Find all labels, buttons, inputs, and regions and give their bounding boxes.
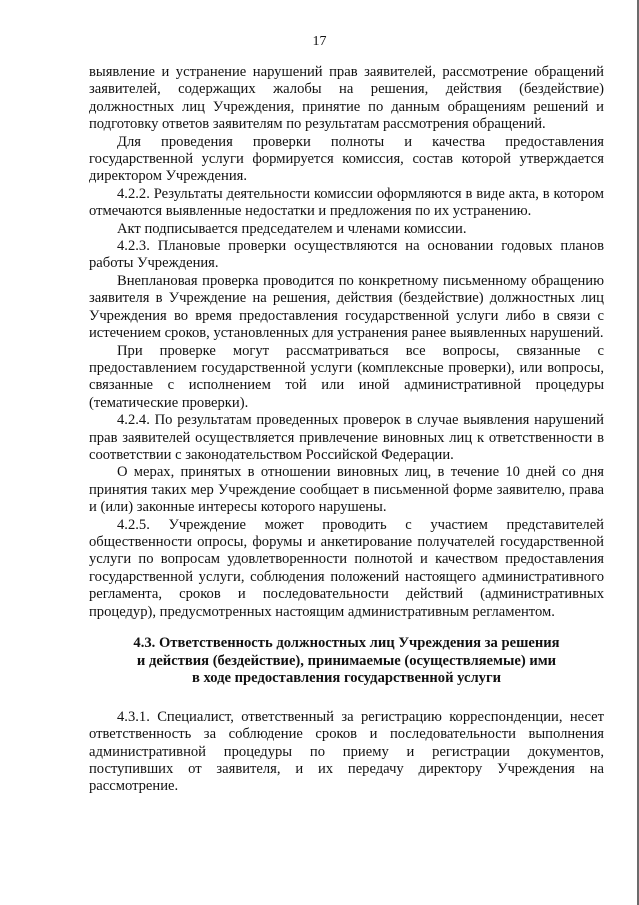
paragraph-unscheduled-check: Внеплановая проверка проводится по конкретному письменному обращению заявителя в Учреждение на решения, действия (бездействие) должностных лиц Учреждения во время предоставления государственной услуги либо в связи с истечением сроков, установленных для устранения ранее выявленных нарушений. [89,272,604,342]
paragraph-4-2-3: 4.2.3. Плановые проверки осуществляются на основании годовых планов работы Учреждения. [89,238,604,272]
paragraph-4-2-5: 4.2.5. Учреждение может проводить с участием представителей общественности опросы, форумы и анкетирование получателей государственной услуги по вопросам удовлетворенности полнотой и качеством предоставления государственной услуги, соблюдения положений настоящего административного регламента, сроков и последовательности действий (административных процедур), предусмотренных настоящим административным регламентом. [89,516,604,620]
section-heading-line: 4.3. Ответственность должностных лиц Учреждения за решения [133,635,560,651]
paragraph-commission: Для проведения проверки полноты и качества предоставления государственной услуги формируется комиссия, состав которой утверждается директором Учреждения. [89,133,604,185]
section-heading-line: в ходе предоставления государственной услуги [191,670,502,687]
section-heading-4-3 [89,635,604,688]
section-heading-line: и действия (бездействие), принимаемые (осуществляемые) ими [136,652,557,669]
paragraph-continuation: выявление и устранение нарушений прав заявителей, рассмотрение обращений заявителей, содержащих жалобы на решения, действия (бездействие) должностных лиц Учреждения, принятие по данным обращениям решений и подготовку ответов заявителям по результатам рассмотрения обращений. [89,64,604,133]
paragraph-measures-notice: О мерах, принятых в отношении виновных лиц, в течение 10 дней со дня принятия таких мер Учреждение сообщает в письменной форме заявителю, права и (или) законные интересы которого нарушены. [89,464,604,516]
paragraph-act-signing: Акт подписывается председателем и членами комиссии. [117,220,467,237]
paragraph-4-2-4: 4.2.4. По результатам проведенных проверок в случае выявления нарушений прав заявителей осуществляется привлечение виновных лиц к ответственности в соответствии с законодательством Российской Федерации. [89,412,604,463]
document-body [89,64,604,796]
paragraph-4-2-2: 4.2.2. Результаты деятельности комиссии оформляются в виде акта, в котором отмечаются выявленные недостатки и предложения по их устранению. [89,185,604,220]
page-number: 17 [312,34,327,49]
paragraph-4-3-1: 4.3.1. Специалист, ответственный за регистрацию корреспонденции, несет ответственность за соблюдение сроков и последовательности выполнения административной процедуры по приему и регистрации документов, поступивших от заявителя, и их передачу директору Учреждения на рассмотрение. [89,708,604,795]
paragraph-check-scope: При проверке могут рассматриваться все вопросы, связанные с предоставлением государственной услуги (комплексные проверки), или вопросы, связанные с исполнением той или иной административной процедуры (тематические проверки). [89,342,604,411]
